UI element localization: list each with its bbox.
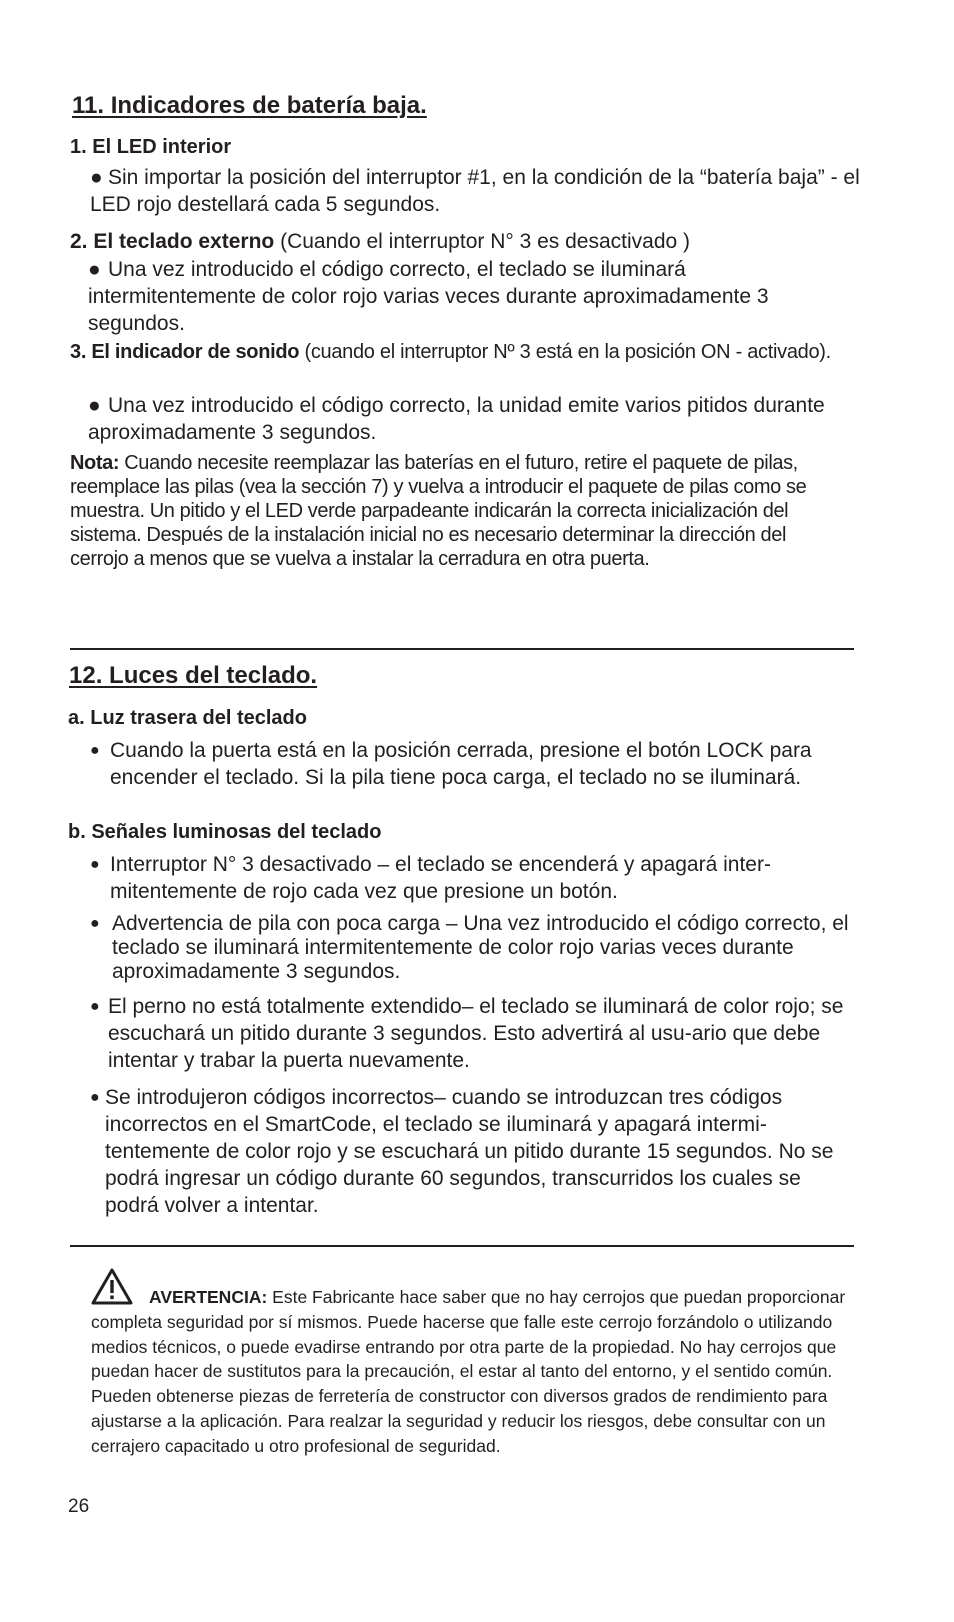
- item-3-heading-note: (cuando el interruptor Nº 3 está en la posición ON - activado).: [299, 341, 831, 363]
- item-1-text: Sin importar la posición del interruptor #1, en la condición de la “batería baja” - el LED rojo destellará cada 5 segundos.: [90, 166, 860, 216]
- subsection-b-text-1: Interruptor N° 3 desactivado – el teclado se encenderá y apagará inter-mitentemente de rojo cada vez que presione un botón.: [110, 853, 771, 903]
- subsection-b-heading: b. Señales luminosas del teclado: [68, 821, 382, 843]
- note-paragraph: [70, 451, 840, 571]
- bullet-dot: ●: [90, 166, 103, 189]
- divider: [70, 1245, 854, 1247]
- subsection-b-bullet: [90, 851, 850, 905]
- bullet-dot: ●: [88, 258, 101, 281]
- item-3-heading: 3. El indicador de sonido: [70, 341, 300, 363]
- item-3-heading-line: [70, 340, 860, 364]
- item-2-heading-note: (Cuando el interruptor N° 3 es desactivado ): [274, 230, 691, 253]
- item-2-heading-line: [70, 228, 870, 255]
- section-12-title: 12. Luces del teclado.: [69, 662, 318, 689]
- subsection-b-bullet: [90, 993, 850, 1074]
- subsection-a-bullet: [90, 737, 850, 791]
- item-3-bullet: [88, 392, 858, 446]
- warning-paragraph: [91, 1285, 851, 1459]
- bullet-dot: ●: [90, 856, 100, 873]
- warning-text: Este Fabricante hace saber que no hay cerrojos que puedan proporcionar completa seguridad por sí mismos. Puede hacerse que falle este cerrojo forzándolo o utilizando medios técnicos, o puede evadirse entrando por otra parte de la propiedad. No hay cerrojos que puedan hacer de sustitutos para la precaución, el estar al tanto del entorno, y el sentido común. Pueden obtenerse piezas de ferretería de constructor con diversos grados de rendimiento para ajustarse a la aplicación. Para realzar la seguridad y reducir los riesgos, debe consultar con un cerrajero capacitado u otro profesional de seguridad.: [91, 1287, 846, 1456]
- item-2-bullet: [88, 256, 858, 337]
- item-1-heading: 1. El LED interior: [70, 136, 232, 158]
- item-1-bullet: [90, 164, 860, 218]
- subsection-a-text: Cuando la puerta está en la posición cerrada, presione el botón LOCK para encender el teclado. Si la pila tiene poca carga, el teclado no se iluminará.: [110, 739, 812, 789]
- note-text: Cuando necesite reemplazar las baterías en el futuro, retire el paquete de pilas, reemplace las pilas (vea la sección 7) y vuelva a introducir el paquete de pilas como se muestra. Un pitido y el LED verde parpadeante indicarán la correcta inicialización del sistema. Después de la instalación inicial no es necesario determinar la dirección del cerrojo a menos que se vuelva a instalar la cerradura en otra puerta.: [70, 452, 807, 570]
- section-11-title: 11. Indicadores de batería baja.: [72, 92, 427, 119]
- bullet-dot: ●: [90, 915, 100, 932]
- subsection-b-text-2: Advertencia de pila con poca carga – Una vez introducido el código correcto, el teclado se iluminará intermitentemente de color rojo varias veces durante aproximadamente 3 segundos.: [112, 912, 849, 983]
- bullet-dot: ●: [90, 998, 100, 1015]
- item-3-text: Una vez introducido el código correcto, la unidad emite varios pitidos durante aproximadamente 3 segundos.: [88, 394, 825, 444]
- bullet-dot: ●: [90, 1089, 100, 1106]
- warning-label: AVERTENCIA:: [149, 1287, 268, 1307]
- divider: [70, 648, 854, 650]
- subsection-b-text-3: El perno no está totalmente extendido– el teclado se iluminará de color rojo; se escuchará un pitido durante 3 segundos. Esto advertirá al usu-ario que debe intentar y trabar la puerta nuevamente.: [108, 995, 844, 1072]
- subsection-b-text-4: Se introdujeron códigos incorrectos– cuando se introduzcan tres códigos incorrectos en el SmartCode, el teclado se iluminará y apagará intermi-tentemente de color rojo y se escuchará un pitido durante 15 segundos. No se podrá ingresar un código durante 60 segundos, transcurridos los cuales se podrá volver a intentar.: [105, 1086, 834, 1217]
- subsection-b-bullet: [90, 912, 850, 984]
- note-label: Nota:: [70, 452, 120, 474]
- subsection-b-bullet: [90, 1084, 855, 1219]
- bullet-dot: ●: [90, 742, 100, 759]
- bullet-dot: ●: [88, 394, 101, 417]
- subsection-a-heading: a. Luz trasera del teclado: [68, 707, 307, 729]
- item-2-text: Una vez introducido el código correcto, el teclado se iluminará intermitentemente de color rojo varias veces durante aproximadamente 3 segundos.: [88, 258, 769, 335]
- page-number: 26: [68, 1496, 90, 1517]
- item-2-heading: 2. El teclado externo: [70, 230, 275, 253]
